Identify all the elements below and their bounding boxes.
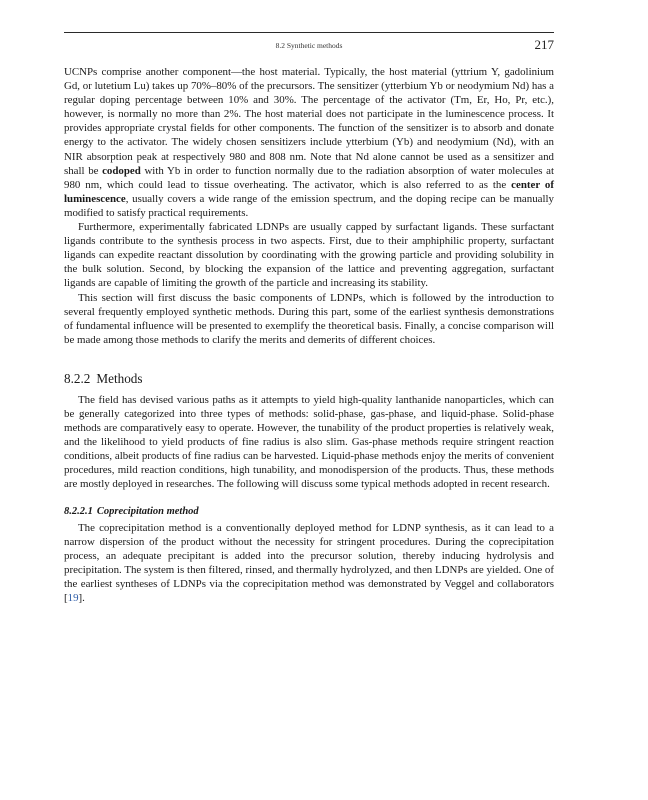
subsection-title: Coprecipitation method bbox=[96, 505, 199, 517]
subsection-heading bbox=[64, 504, 554, 519]
paragraph-surfactant-ligands: Furthermore, experimentally fabricated LDNPs are usually capped by surfactant ligands. These surfactant ligands contribute to the synthesis process in two aspects. First, due to their amphiphilic property, surfactant ligands can expedite reactant dissolution by coordinating with the growing particle and providing solubility in the bulk solution. Second, by blocking the expansion of the lattice and preventing aggregation, surfactant ligands are capable of limiting the growth of the particle and increasing its stability. bbox=[64, 221, 554, 290]
page-number: 217 bbox=[534, 37, 554, 52]
page-body bbox=[64, 65, 554, 605]
subsection-number: 8.2.2.1 bbox=[64, 505, 93, 517]
page-header bbox=[64, 32, 554, 55]
term-codoped: codoped bbox=[102, 164, 141, 177]
citation-link[interactable]: 19 bbox=[67, 592, 79, 604]
paragraph-host-material: UCNPs comprise another component—the host material. Typically, the host material (yttrium Y, gadolinium Gd, or lutetium Lu) takes up 70%–80% of the precursors. The sensitizer (ytterbium Yb or neodymium Nd) has a regular doping percentage between 10% and 30%. The percentage of the activator (Tm, Er, Ho, Pr, etc.), however, is normally no more than 2%. The host material does not participate in the luminescence process. It provides appropriate crystal fields for other components. The function of the sensitizer is to absorb and donate energy to the activator. The widely chosen sensitizers include ytterbium (Yb) and neodymium (Nd), with an NIR absorption peak at respectively 980 and 808 nm. Note that Nd alone cannot be used as a sensitizer and shall be codoped with Yb in order to function normally due to the radiation absorption of water molecules at 980 nm, which could lead to tissue overheating. The activator, which is also referred to as the center of luminescence, usually covers a wide range of the emission spectrum, and the doping recipe can be manually modified to satisfy practical requirements. bbox=[64, 66, 554, 219]
running-head: 8.2 Synthetic methods bbox=[275, 41, 343, 50]
section-heading bbox=[64, 370, 554, 387]
section-number: 8.2.2 bbox=[64, 370, 91, 386]
paragraph-section-overview: This section will first discuss the basic components of LDNPs, which is followed by the introduction to several frequently employed synthetic methods. During this part, some of the earliest synthesis demonstrations of fundamental influence will be presented to exemplify the theoretical basis. Finally, a concise comparison will be made among those methods to clarify the merits and demerits of different choices. bbox=[64, 291, 554, 346]
paragraph-coprecipitation: The coprecipitation method is a conventionally deployed method for LDNP synthesis, as it can lead to a narrow dispersion of the product without the necessity for stringent procedures. During the coprecipitation process, an adequate precipitant is added into the precursor solution, thereby inducing hydrolysis and precipitation. The system is then filtered, rinsed, and thermally hydrolyzed, and then LDNPs are yielded. One of the earliest syntheses of LDNPs via the coprecipitation method was demonstrated by Veggel and collaborators [19]. bbox=[64, 521, 554, 604]
section-title: Methods bbox=[96, 370, 143, 386]
paragraph-methods: The field has devised various paths as it attempts to yield high-quality lanthanide nanoparticles, which can be generally categorized into three types of methods: solid-phase, gas-phase, and liquid-phase. Solid-phase methods are comparatively easy to operate. However, the tunability of the product properties is relatively weak, and the likelihood to yield products of fine radius is also slim. Gas-phase methods require stringent reaction conditions, albeit products of fine radius can be harvested. Liquid-phase methods enjoy the merits of convenient procedures, mild reaction conditions, high tunability, and monodispersion of the products. Thus, these methods are mostly deployed in researches. The following will discuss some typical methods adopted in recent research. bbox=[64, 393, 554, 491]
term-center-of-luminescence: center of luminescence bbox=[64, 178, 554, 205]
